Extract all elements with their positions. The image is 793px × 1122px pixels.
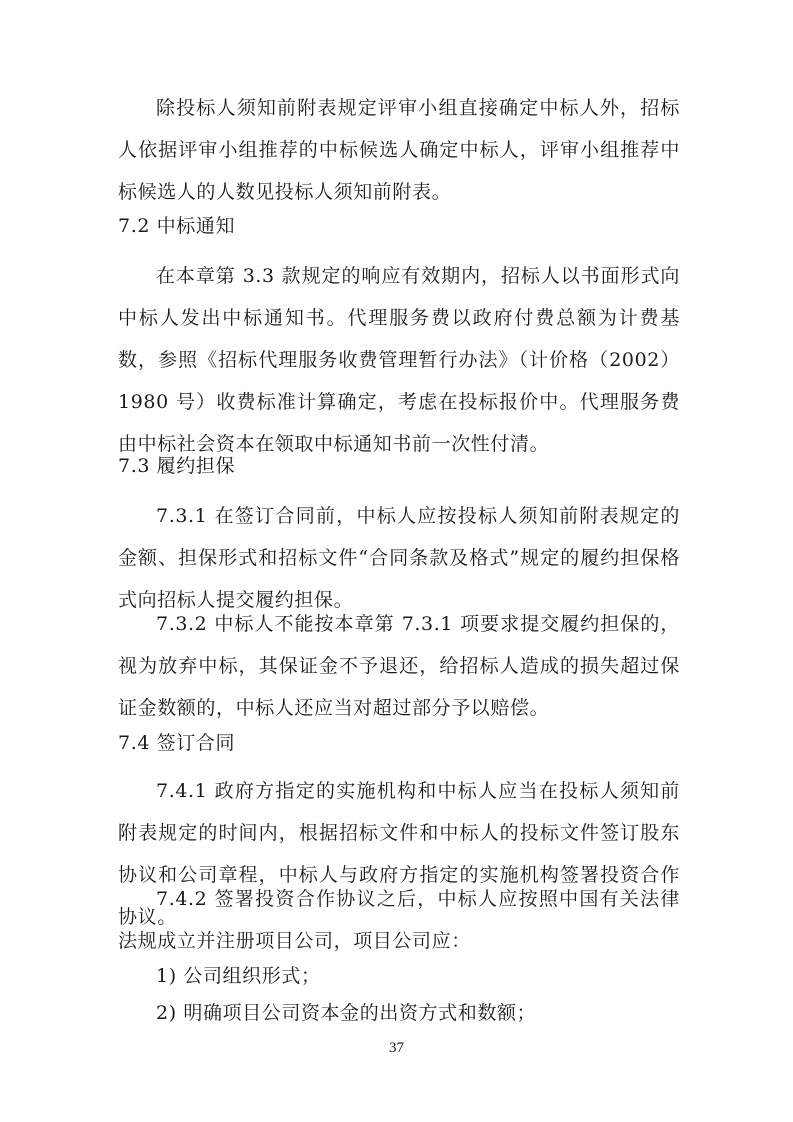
paragraph-7-3-2: 7.3.2 中标人不能按本章第 7.3.1 项要求提交履约担保的，视为放弃中标，其保证金不予退还，给招标人造成的损失超过保证金数额的，中标人还应当对超过部分予以赔偿。 (118, 613, 680, 719)
paragraph-intro: 除投标人须知前附表规定评审小组直接确定中标人外，招标人依据评审小组推荐的中标候选人确定中标人，评审小组推荐中标候选人的人数见投标人须知前附表。 (118, 97, 680, 203)
list-item-2: 2) 明确项目公司资本金的出资方式和数额； (156, 1002, 537, 1024)
section-heading-7-3: 7.3 履约担保 (118, 455, 236, 477)
paragraph-7-3-1: 7.3.1 在签订合同前，中标人应按投标人须知前附表规定的金额、担保形式和招标文件“合同条款及格式”规定的履约担保格式向招标人提交履约担保。 (118, 505, 680, 611)
paragraph-7-4-1: 7.4.1 政府方指定的实施机构和中标人应当在投标人须知前附表规定的时间内，根据招标文件和中标人的投标文件签订股东协议和公司章程，中标人与政府方指定的实施机构签署投资合作协议。 (118, 780, 680, 928)
list-item-1: 1) 公司组织形式； (156, 965, 321, 987)
section-heading-7-2: 7.2 中标通知 (118, 215, 236, 237)
paragraph-7-2: 在本章第 3.3 款规定的响应有效期内，招标人以书面形式向中标人发出中标通知书。代理服务费以政府付费总额为计费基数，参照《招标代理服务收费管理暂行办法》（计价格（2002）1980 号）收费标准计算确定，考虑在投标报价中。代理服务费由中标社会资本在领取中标通知书前一次性付清。 (118, 265, 680, 455)
section-heading-7-4: 7.4 签订合同 (118, 732, 236, 754)
page-number: 37 (389, 1040, 404, 1056)
paragraph-7-4-2: 7.4.2 签署投资合作协议之后，中标人应按照中国有关法律法规成立并注册项目公司，项目公司应： (118, 888, 680, 952)
